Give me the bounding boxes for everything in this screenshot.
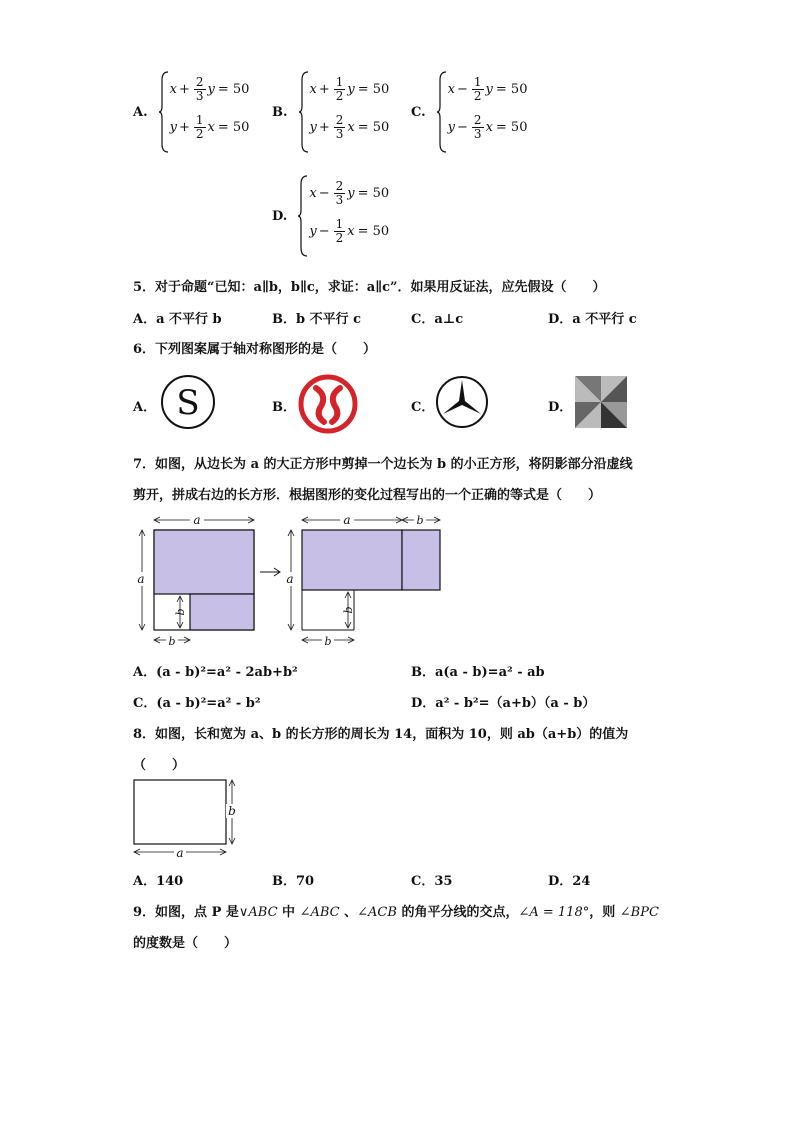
q6-stem: 6．下列图案属于轴对称图形的是（ ） <box>133 342 377 357</box>
q9-angle-bpc: ∠BPC <box>619 905 659 920</box>
q6-option-a-figure[interactable] <box>160 374 216 430</box>
q8-option-b[interactable]: B．70 <box>272 874 315 889</box>
q4-option-b[interactable] <box>272 70 389 154</box>
circle-s-letter: S <box>176 383 200 423</box>
q7-label-b-right-vert: b <box>342 606 355 614</box>
q8-label-b: b <box>228 804 236 818</box>
q5-option-d[interactable]: D．a 不平行 c <box>548 312 637 327</box>
q4-option-b-eq2: y + $\frac{2}{3}$ x = 50 <box>309 112 390 141</box>
q7-option-d[interactable]: D．a² - b²=（a+b）（a - b） <box>411 696 596 711</box>
q4-option-a-label: A. <box>133 104 148 120</box>
q4-option-d-label: D. <box>272 208 288 224</box>
red-swirl-logo-icon <box>298 374 358 434</box>
q6-option-d-figure[interactable] <box>573 374 629 430</box>
circle-s-icon <box>160 374 216 430</box>
q4-option-d[interactable] <box>272 174 389 258</box>
left-brace-icon <box>158 70 170 154</box>
q9-stem-line1: 9．如图，点 P 是∨ABC 中 ∠ABC 、∠ACB 的角平分线的交点，∠A = 118°，则 ∠BPC <box>133 905 659 920</box>
q5-stem: 5．对于命题“已知：a∥b，b∥c，求证：a∥c”．如果用反证法，应先假设（ ） <box>133 280 606 295</box>
left-brace-icon <box>297 174 309 258</box>
q4-option-d-eq2: y − $\frac{1}{2}$ x = 50 <box>309 216 390 245</box>
q7-option-b[interactable]: B．a(a - b)=a² - ab <box>411 665 545 680</box>
q6-option-a-label[interactable]: A． <box>133 400 157 415</box>
q5-option-b[interactable]: B．b 不平行 c <box>272 312 362 327</box>
q8-option-c[interactable]: C．35 <box>411 874 453 889</box>
q7-label-b-bottom: b <box>168 635 176 648</box>
q4-option-b-label: B. <box>272 104 288 120</box>
q8-stem: 8．如图，长和宽为 a、b 的长方形的周长为 14，面积为 10，则 ab（a+b）的值为 <box>133 727 629 742</box>
pinwheel-icon <box>573 374 629 430</box>
q5-option-c[interactable]: C．a⊥c <box>411 312 464 327</box>
q4-option-d-eq1: x − $\frac{2}{3}$ y = 50 <box>309 178 390 207</box>
q7-label-a-right-top: a <box>343 513 351 527</box>
q7-figure <box>128 510 448 650</box>
q7-label-a-right-left: a <box>286 572 294 586</box>
q4-option-c-label: C. <box>411 104 426 120</box>
q7-option-c[interactable]: C．(a - b)²=a² - b² <box>133 696 261 711</box>
q8-label-a: a <box>176 846 184 860</box>
q8-paren: （ ） <box>133 758 186 773</box>
q9-triangle: ∨ABC <box>238 905 278 920</box>
q7-label-b-right-top: b <box>416 514 424 527</box>
q9-angle-acb: ∠ACB <box>357 905 397 920</box>
three-point-star-logo-icon <box>434 374 490 430</box>
q6-option-d-label[interactable]: D． <box>548 400 573 415</box>
q8-figure <box>128 772 248 862</box>
q7-label-b-right-bottom: b <box>324 635 332 648</box>
q6-option-c-figure[interactable] <box>434 374 490 430</box>
q7-stem-line2: 剪开，拼成右边的长方形．根据图形的变化过程写出的一个正确的等式是（ ） <box>133 488 602 503</box>
q6-option-b-figure[interactable] <box>298 374 358 434</box>
left-brace-icon <box>298 70 310 154</box>
q4-option-c-eq1: x − $\frac{1}{2}$ y = 50 <box>447 74 528 103</box>
q7-label-a-top: a <box>193 513 201 527</box>
q4-option-a-eq1: x + $\frac{2}{3}$ y = 50 <box>169 74 250 103</box>
q7-label-a-left: a <box>137 572 145 586</box>
q4-option-a-eq2: y + $\frac{1}{2}$ x = 50 <box>169 112 250 141</box>
left-brace-icon <box>436 70 448 154</box>
q4-option-b-eq1: x + $\frac{1}{2}$ y = 50 <box>309 74 390 103</box>
q4-option-c-eq2: y − $\frac{2}{3}$ x = 50 <box>447 112 528 141</box>
q4-option-c[interactable] <box>411 70 527 154</box>
q7-option-a[interactable]: A．(a - b)²=a² - 2ab+b² <box>133 665 298 680</box>
q7-stem-line1: 7．如图，从边长为 a 的大正方形中剪掉一个边长为 b 的小正方形，将阴影部分沿虚线 <box>133 457 633 472</box>
q9-angle-abc: ∠ABC <box>299 905 340 920</box>
q6-option-c-label[interactable]: C． <box>411 400 435 415</box>
q6-option-b-label[interactable]: B． <box>272 400 296 415</box>
q4-option-a[interactable] <box>133 70 249 154</box>
q8-option-d[interactable]: D．24 <box>548 874 591 889</box>
q5-option-a[interactable]: A．a 不平行 b <box>133 312 222 327</box>
q9-stem-line2: 的度数是（ ） <box>133 936 238 951</box>
q8-option-a[interactable]: A．140 <box>133 874 184 889</box>
q7-label-b-vert: b <box>174 608 187 616</box>
q9-angle-a: ∠A = 118° <box>518 905 590 920</box>
